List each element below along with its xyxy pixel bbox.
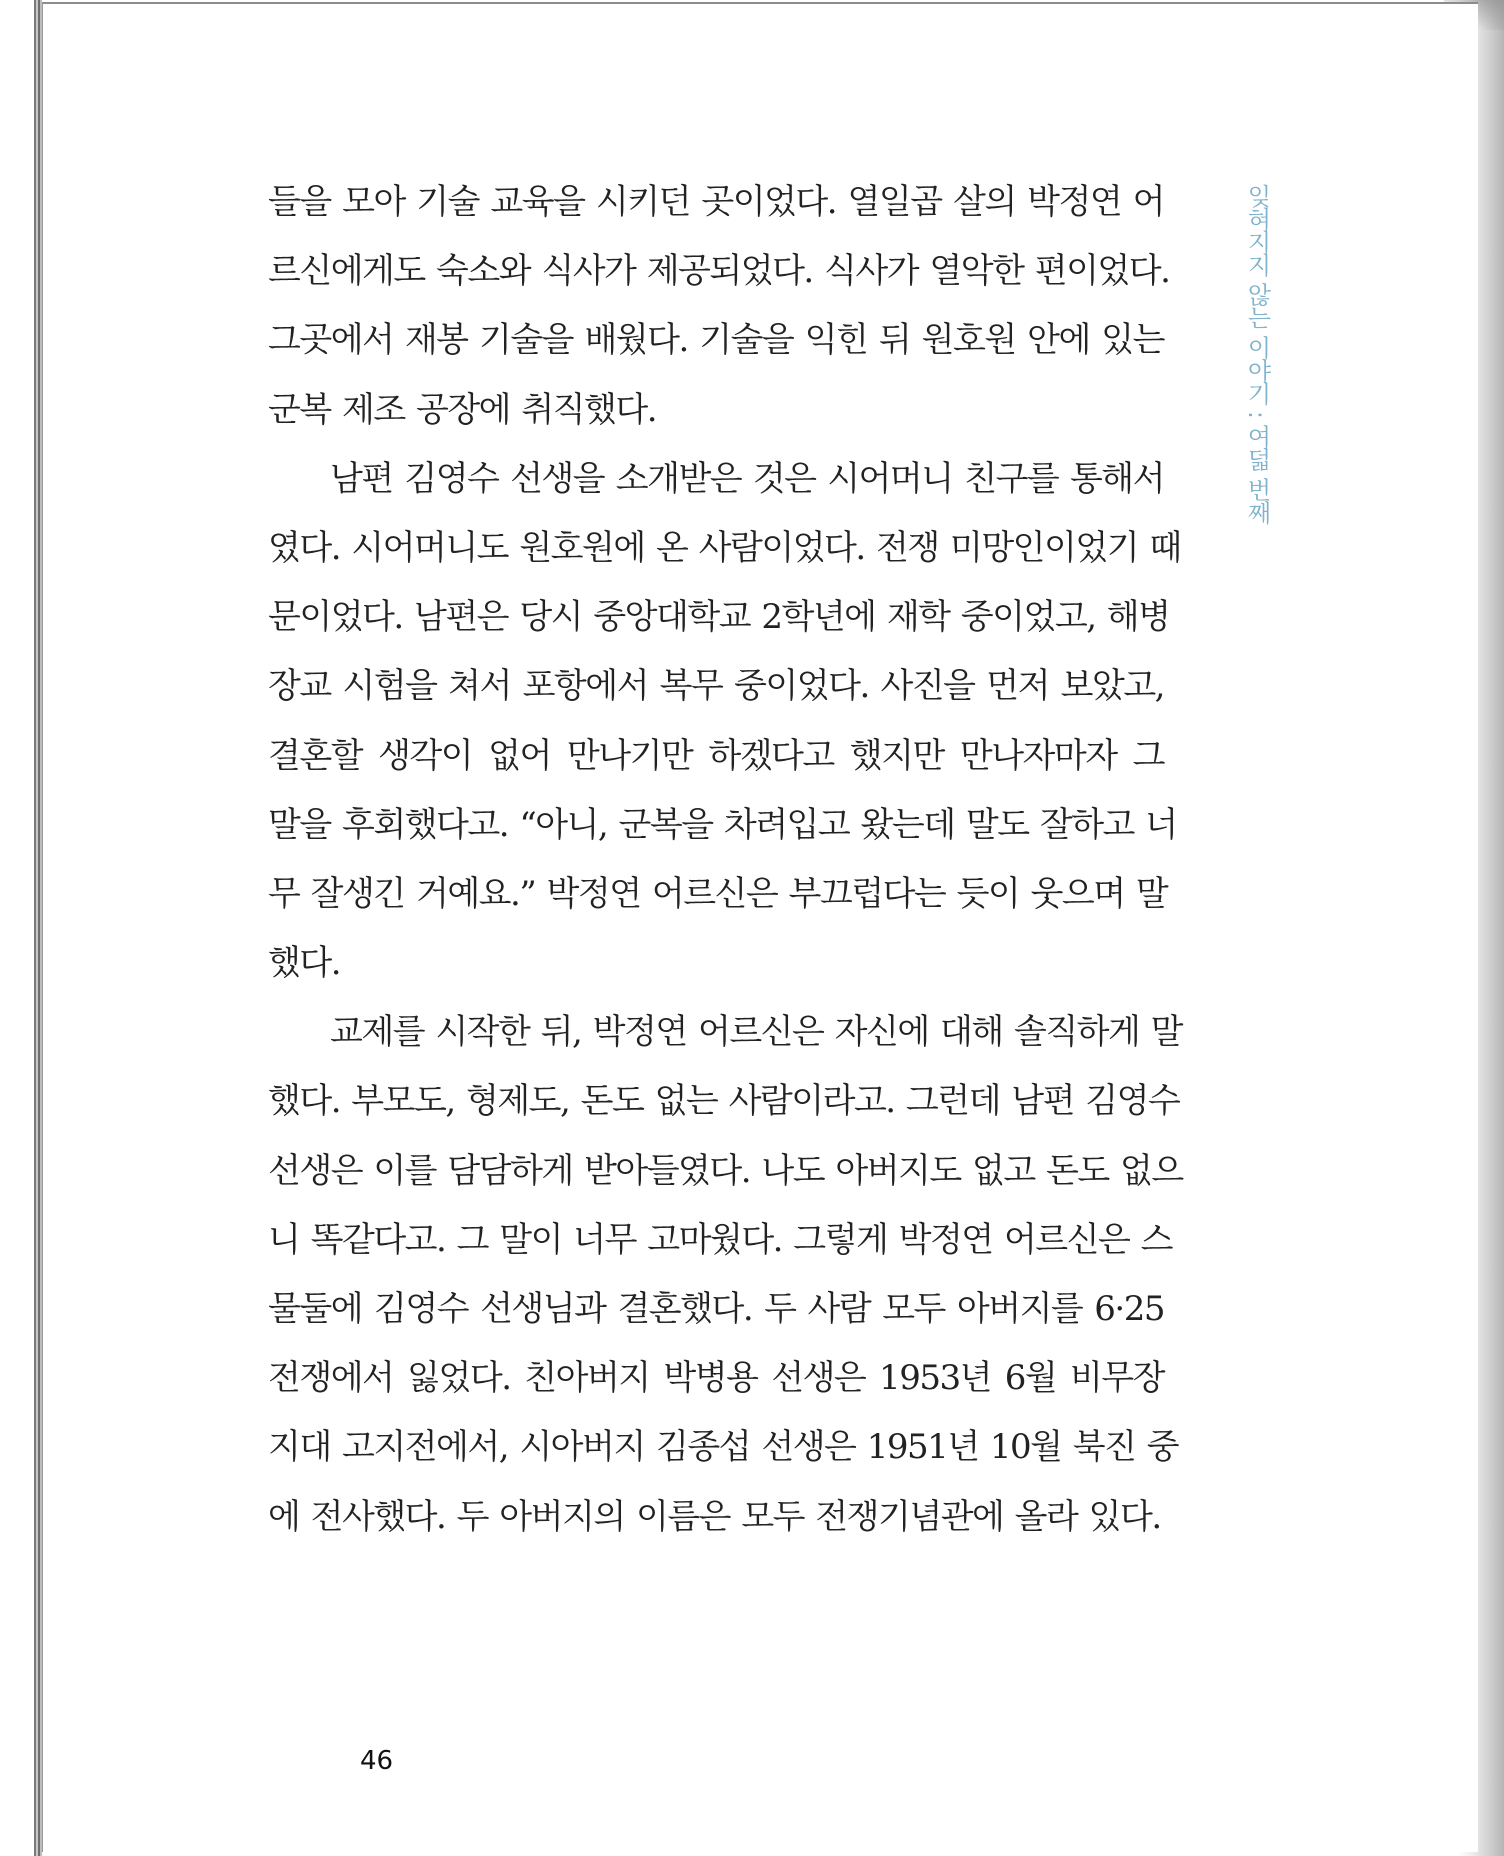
text-line: 결혼할 생각이 없어 만나기만 하겠다고 했지만 만나자마자 그 [268, 735, 1164, 776]
running-head: 잊혀지지 않는 이야기 : 여덟 번째 [1243, 184, 1271, 524]
text-line: 남편 김영수 선생을 소개받은 것은 시어머니 친구를 통해서 [330, 458, 1164, 499]
text-line: 말을 후회했다고. “아니, 군복을 차려입고 왔는데 말도 잘하고 너 [268, 804, 1177, 845]
text-line: 했다. [268, 943, 340, 984]
text-line: 무 잘생긴 거예요.” 박정연 어르신은 부끄럽다는 듯이 웃으며 말 [268, 873, 1168, 914]
body-text [268, 168, 1183, 1552]
text-line: 지대 고지전에서, 시아버지 김종섭 선생은 1951년 10월 북진 중 [268, 1427, 1179, 1468]
text-line: 선생은 이를 담담하게 받아들였다. 나도 아버지도 없고 돈도 없으 [268, 1150, 1183, 1191]
page-number: 46 [360, 1746, 394, 1776]
text-line: 에 전사했다. 두 아버지의 이름은 모두 전쟁기념관에 올라 있다. [268, 1496, 1161, 1537]
text-line: 그곳에서 재봉 기술을 배웠다. 기술을 익힌 뒤 원호원 안에 있는 [268, 320, 1164, 361]
text-line: 니 똑같다고. 그 말이 너무 고마웠다. 그렇게 박정연 어르신은 스 [268, 1219, 1172, 1260]
text-line: 르신에게도 숙소와 식사가 제공되었다. 식사가 열악한 편이었다. [268, 251, 1170, 292]
text-line: 군복 제조 공장에 취직했다. [268, 389, 657, 430]
text-line: 물둘에 김영수 선생님과 결혼했다. 두 사람 모두 아버지를 6·25 [268, 1289, 1164, 1329]
text-line: 교제를 시작한 뒤, 박정연 어르신은 자신에 대해 솔직하게 말 [330, 1012, 1183, 1053]
text-line: 문이었다. 남편은 당시 중앙대학교 2학년에 재학 중이었고, 해병 [268, 597, 1170, 638]
text-line: 들을 모아 기술 교육을 시키던 곳이었다. 열일곱 살의 박정연 어 [268, 182, 1164, 222]
text-line: 장교 시험을 쳐서 포항에서 복무 중이었다. 사진을 먼저 보았고, [268, 666, 1164, 707]
text-line: 했다. 부모도, 형제도, 돈도 없는 사람이라고. 그런데 남편 김영수 [268, 1081, 1180, 1122]
page-stack-edge [34, 0, 42, 1856]
text-line: 전쟁에서 잃었다. 친아버지 박병용 선생은 1953년 6월 비무장 [268, 1358, 1164, 1399]
text-line: 였다. 시어머니도 원호원에 온 사람이었다. 전쟁 미망인이었기 때 [268, 527, 1181, 568]
